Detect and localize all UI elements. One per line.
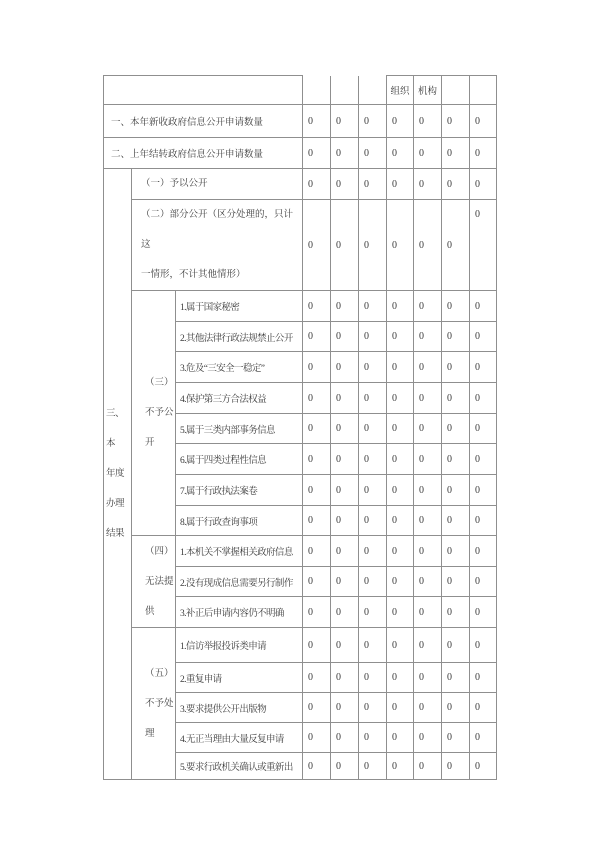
value-cell: 0 <box>442 383 470 414</box>
table-row <box>104 536 497 567</box>
group-label-line: 开 <box>145 438 155 448</box>
group-label-line: （二）部分公开（区分处理的，只计这 <box>141 210 294 250</box>
value-cell: 0 <box>359 322 387 352</box>
value-cell: 0 <box>331 414 359 444</box>
value-cell: 0 <box>470 138 497 169</box>
value-cell: 0 <box>387 322 414 352</box>
value-cell: 0 <box>331 352 359 383</box>
value-cell: 0 <box>414 383 442 414</box>
value-cell: 0 <box>470 352 497 383</box>
value-cell: 0 <box>359 383 387 414</box>
value-cell: 0 <box>359 693 387 723</box>
table-row <box>104 291 497 322</box>
value-cell: 0 <box>331 506 359 536</box>
item-label: 2.其他法律行政法规禁止公开 <box>176 322 303 352</box>
value-cell: 0 <box>442 414 470 444</box>
value-cell: 0 <box>414 322 442 352</box>
value-cell: 0 <box>442 138 470 169</box>
value-cell: 0 <box>331 383 359 414</box>
row-label: 二、上年结转政府信息公开申请数量 <box>104 138 303 169</box>
group-label-line: 供 <box>145 606 155 617</box>
value-cell: 0 <box>303 475 331 506</box>
item-label: 8.属于行政查询事项 <box>176 506 303 536</box>
value-cell: 0 <box>359 138 387 169</box>
value-cell: 0 <box>442 352 470 383</box>
value-cell: 0 <box>470 536 497 567</box>
value-cell: 0 <box>331 291 359 322</box>
value-cell: 0 <box>331 567 359 597</box>
value-cell: 0 <box>359 723 387 753</box>
value-cell: 0 <box>470 506 497 536</box>
value-cell: 0 <box>387 105 414 138</box>
value-cell: 0 <box>331 628 359 663</box>
group-label-line: （四） <box>145 546 174 557</box>
value-cell: 0 <box>442 444 470 475</box>
value-cell: 0 <box>387 169 414 200</box>
value-cell: 0 <box>387 444 414 475</box>
item-label: 6.属于四类过程性信息 <box>176 444 303 475</box>
value-cell: 0 <box>303 506 331 536</box>
value-cell: 0 <box>331 536 359 567</box>
value-cell: 0 <box>303 753 331 780</box>
group-label <box>132 536 176 628</box>
value-cell: 0 <box>359 169 387 200</box>
value-cell: 0 <box>470 444 497 475</box>
item-label: 3.补正后申请内容仍不明确 <box>176 597 303 628</box>
value-cell: 0 <box>331 663 359 693</box>
value-cell: 0 <box>303 383 331 414</box>
value-cell: 0 <box>303 723 331 753</box>
value-cell: 0 <box>414 628 442 663</box>
item-label: 2.没有现成信息需要另行制作 <box>176 567 303 597</box>
section-label-line: 办理 <box>106 499 125 509</box>
value-cell: 0 <box>470 693 497 723</box>
value-cell: 0 <box>387 200 414 291</box>
value-cell: 0 <box>387 506 414 536</box>
value-cell: 0 <box>387 567 414 597</box>
value-cell: 0 <box>470 753 497 780</box>
header-label-cell <box>104 76 303 105</box>
value-cell: 0 <box>331 105 359 138</box>
table-sheet <box>103 75 497 780</box>
item-label: 1.本机关不掌握相关政府信息 <box>176 536 303 567</box>
group-label-line: 不予公 <box>145 408 174 418</box>
value-cell: 0 <box>414 475 442 506</box>
value-cell: 0 <box>303 597 331 628</box>
value-cell: 0 <box>359 444 387 475</box>
group-label <box>132 291 176 536</box>
value-cell: 0 <box>359 567 387 597</box>
value-cell: 0 <box>442 506 470 536</box>
value-cell: 0 <box>359 352 387 383</box>
value-cell: 0 <box>387 723 414 753</box>
value-cell: 0 <box>303 352 331 383</box>
value-cell: 0 <box>303 663 331 693</box>
value-cell: 0 <box>331 444 359 475</box>
header-cell <box>359 76 387 105</box>
value-cell: 0 <box>359 475 387 506</box>
value-cell: 0 <box>470 200 497 291</box>
value-cell: 0 <box>359 536 387 567</box>
value-cell: 0 <box>303 536 331 567</box>
value-cell: 0 <box>414 414 442 444</box>
value-cell: 0 <box>387 536 414 567</box>
value-cell: 0 <box>470 383 497 414</box>
value-cell: 0 <box>387 628 414 663</box>
value-cell: 0 <box>359 753 387 780</box>
value-cell: 0 <box>387 352 414 383</box>
value-cell: 0 <box>414 444 442 475</box>
item-label: 3.要求提供公开出版物 <box>176 693 303 723</box>
value-cell: 0 <box>470 597 497 628</box>
value-cell: 0 <box>359 200 387 291</box>
value-cell: 0 <box>303 322 331 352</box>
header-cell: 机构 <box>414 76 442 105</box>
value-cell: 0 <box>470 723 497 753</box>
value-cell: 0 <box>442 105 470 138</box>
value-cell: 0 <box>303 169 331 200</box>
value-cell: 0 <box>470 663 497 693</box>
section-label-line: 三、本 <box>106 409 125 449</box>
value-cell: 0 <box>414 138 442 169</box>
item-label: 1.信访举报投诉类申请 <box>176 628 303 663</box>
value-cell: 0 <box>414 506 442 536</box>
value-cell: 0 <box>470 414 497 444</box>
item-label: 5.要求行政机关确认或重新出 <box>176 753 303 780</box>
value-cell: 0 <box>331 597 359 628</box>
value-cell: 0 <box>359 291 387 322</box>
value-cell: 0 <box>387 138 414 169</box>
item-label: 4.保护第三方合法权益 <box>176 383 303 414</box>
value-cell: 0 <box>387 414 414 444</box>
value-cell: 0 <box>303 200 331 291</box>
section-label-line: 结果 <box>106 529 125 539</box>
value-cell: 0 <box>414 105 442 138</box>
value-cell: 0 <box>359 105 387 138</box>
value-cell: 0 <box>414 352 442 383</box>
value-cell: 0 <box>414 291 442 322</box>
item-label: 1.属于国家秘密 <box>176 291 303 322</box>
group-label <box>132 628 176 780</box>
value-cell: 0 <box>414 567 442 597</box>
item-label: 5.属于三类内部事务信息 <box>176 414 303 444</box>
value-cell: 0 <box>470 628 497 663</box>
value-cell: 0 <box>414 753 442 780</box>
value-cell: 0 <box>442 291 470 322</box>
header-cell: 组织 <box>387 76 414 105</box>
value-cell: 0 <box>442 663 470 693</box>
value-cell: 0 <box>470 291 497 322</box>
value-cell: 0 <box>470 105 497 138</box>
value-cell: 0 <box>359 506 387 536</box>
value-cell: 0 <box>470 475 497 506</box>
value-cell: 0 <box>470 169 497 200</box>
value-cell: 0 <box>442 723 470 753</box>
table-row <box>104 628 497 663</box>
table-row <box>104 76 497 105</box>
header-cell <box>470 76 497 105</box>
table-row <box>104 138 497 169</box>
group-label-line: （三） <box>145 378 174 388</box>
value-cell: 0 <box>331 475 359 506</box>
item-label: 7.属于行政执法案卷 <box>176 475 303 506</box>
header-cell <box>303 76 331 105</box>
value-cell: 0 <box>331 138 359 169</box>
value-cell: 0 <box>359 414 387 444</box>
table-row <box>104 169 497 200</box>
value-cell: 0 <box>387 597 414 628</box>
value-cell: 0 <box>414 536 442 567</box>
item-label: 2.重复申请 <box>176 663 303 693</box>
value-cell: 0 <box>442 597 470 628</box>
value-cell: 0 <box>414 693 442 723</box>
value-cell: 0 <box>387 291 414 322</box>
group-label <box>132 169 303 200</box>
value-cell: 0 <box>303 138 331 169</box>
item-label: 3.危及“三安全一稳定” <box>176 352 303 383</box>
value-cell: 0 <box>470 567 497 597</box>
header-cell <box>331 76 359 105</box>
report-table <box>103 75 497 780</box>
value-cell: 0 <box>442 753 470 780</box>
value-cell: 0 <box>331 753 359 780</box>
value-cell: 0 <box>470 322 497 352</box>
value-cell: 0 <box>303 567 331 597</box>
value-cell: 0 <box>331 723 359 753</box>
value-cell: 0 <box>331 200 359 291</box>
value-cell: 0 <box>387 693 414 723</box>
table-row <box>104 105 497 138</box>
value-cell: 0 <box>387 475 414 506</box>
value-cell: 0 <box>303 444 331 475</box>
group-label-line: 不予处 <box>145 698 174 709</box>
value-cell: 0 <box>331 322 359 352</box>
value-cell: 0 <box>331 169 359 200</box>
value-cell: 0 <box>303 105 331 138</box>
value-cell: 0 <box>303 693 331 723</box>
value-cell: 0 <box>442 536 470 567</box>
group-label-line: （一）予以公开 <box>141 179 208 189</box>
value-cell: 0 <box>359 597 387 628</box>
value-cell: 0 <box>442 169 470 200</box>
value-cell: 0 <box>303 628 331 663</box>
item-label: 4.无正当理由大量反复申请 <box>176 723 303 753</box>
group-label-line: （五） <box>145 668 174 679</box>
value-cell: 0 <box>303 414 331 444</box>
value-cell: 0 <box>414 597 442 628</box>
value-cell: 0 <box>303 291 331 322</box>
value-cell: 0 <box>387 753 414 780</box>
value-cell: 0 <box>414 663 442 693</box>
value-cell: 0 <box>359 663 387 693</box>
value-cell: 0 <box>442 693 470 723</box>
value-cell: 0 <box>331 693 359 723</box>
value-cell: 0 <box>442 200 470 291</box>
section-label <box>104 169 132 780</box>
value-cell: 0 <box>414 200 442 291</box>
value-cell: 0 <box>359 628 387 663</box>
section-label-line: 年度 <box>106 469 125 479</box>
value-cell: 0 <box>387 663 414 693</box>
group-label-line: 无法提 <box>145 576 174 587</box>
row-label: 一、本年新收政府信息公开申请数量 <box>104 105 303 138</box>
group-label <box>132 200 303 291</box>
header-cell <box>442 76 470 105</box>
value-cell: 0 <box>442 628 470 663</box>
value-cell: 0 <box>442 475 470 506</box>
table-row <box>104 200 497 291</box>
group-label-line: 理 <box>145 728 155 739</box>
group-label-line: 一情形，不计其他情形） <box>141 270 246 280</box>
value-cell: 0 <box>442 322 470 352</box>
value-cell: 0 <box>414 169 442 200</box>
value-cell: 0 <box>414 723 442 753</box>
value-cell: 0 <box>387 383 414 414</box>
value-cell: 0 <box>442 567 470 597</box>
